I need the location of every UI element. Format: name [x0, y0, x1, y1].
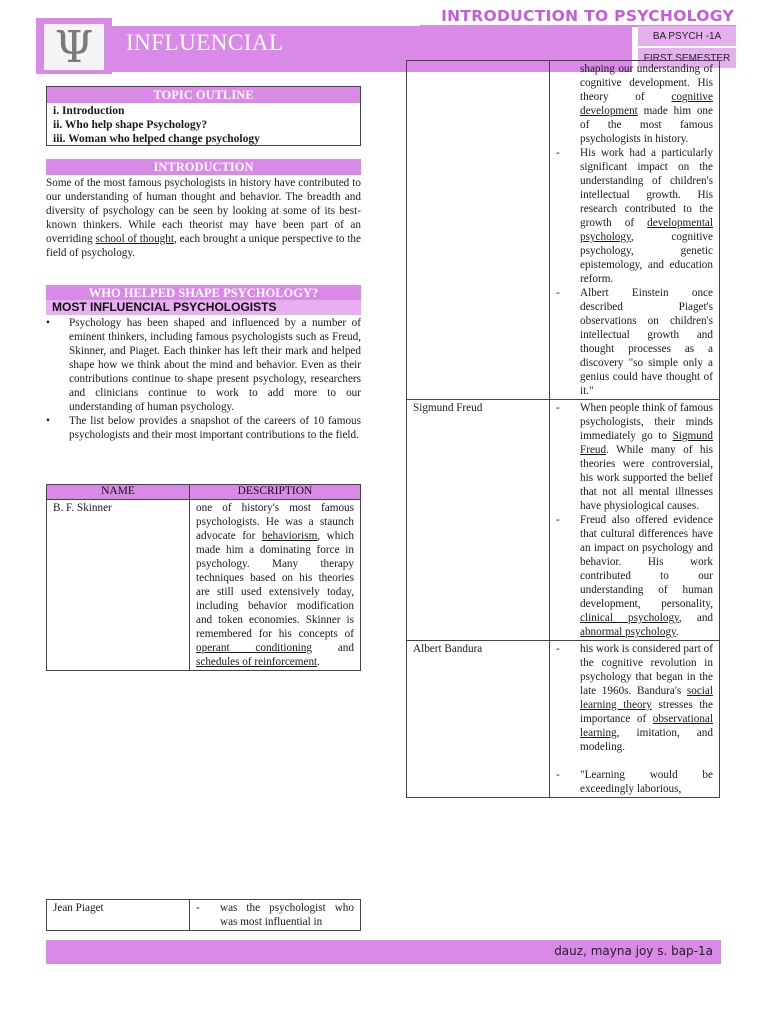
- desc-text: , which made him a dominating force in psychology. Many therapy techniques based on his theories are still used extensively today, including behavior modification and token economies. Skinner is remembered for his concepts of: [196, 530, 355, 640]
- who-helped-heading: WHO HELPED SHAPE PSYCHOLOGY?: [46, 285, 361, 301]
- clinical-psychology-link[interactable]: clinical psychology: [580, 612, 679, 624]
- school-of-thought-link[interactable]: school of thought: [95, 233, 174, 245]
- footer-band: [46, 940, 721, 964]
- section-tag: BA PSYCH -1A: [638, 26, 736, 46]
- dash-marker: -: [556, 402, 560, 414]
- psychologist-name: B. F. Skinner: [47, 500, 190, 671]
- author-label: dauz, mayna joy s. bap-1a: [554, 944, 713, 958]
- desc-text: "Learning would be exceedingly laborious,: [580, 769, 713, 795]
- description-item: [556, 146, 713, 286]
- desc-text: shaping our understanding of cognitive development. His theory of: [580, 63, 713, 103]
- introduction-heading: INTRODUCTION: [46, 159, 361, 175]
- desc-text: . While many of his theories were controversial, his work supported the belief that not all mental illnesses have physiological causes.: [580, 444, 713, 512]
- intro-text-part: , each brought a unique perspective to the field of psychology.: [46, 233, 361, 259]
- developmental-psychology-link[interactable]: developmental psychology: [580, 217, 713, 243]
- psychologist-name: Sigmund Freud: [407, 400, 550, 641]
- psychologist-description: [550, 641, 720, 798]
- desc-text: one of history's most famous psychologists. He was a staunch advocate for: [196, 502, 354, 542]
- bullet-icon: •: [46, 317, 50, 329]
- psychologist-description: [190, 900, 361, 931]
- desc-text: and: [311, 642, 354, 654]
- desc-text: .: [317, 656, 320, 668]
- psychologist-description: [190, 500, 361, 671]
- topic-outline-list: [47, 103, 360, 147]
- dash-marker: -: [196, 902, 200, 914]
- psychologist-description: [550, 61, 720, 400]
- desc-text: stresses the importance of: [580, 699, 713, 725]
- who-helped-bullets: [46, 316, 361, 442]
- dash-marker: -: [556, 643, 560, 655]
- dash-marker: -: [556, 147, 560, 159]
- desc-text: , cognitive psychology, genetic epistemology, and education reform.: [580, 231, 713, 285]
- bullet-item: [46, 414, 361, 442]
- dash-marker: -: [556, 769, 560, 781]
- document-title: INFLUENCIAL: [126, 30, 284, 55]
- topic-outline: [46, 86, 361, 146]
- description-column-header: DESCRIPTION: [190, 485, 361, 500]
- table-row: [407, 641, 720, 798]
- desc-text: , imitation, and modeling.: [580, 727, 713, 753]
- psychologist-description: [550, 400, 720, 641]
- logo: [36, 18, 112, 74]
- psychologist-name: Albert Bandura: [407, 641, 550, 798]
- description-item: [556, 513, 713, 639]
- table-header-row: [47, 485, 361, 500]
- psychologist-name: Jean Piaget: [47, 900, 190, 931]
- operant-conditioning-link[interactable]: operant conditioning: [196, 642, 312, 654]
- introduction-text: [46, 176, 361, 260]
- sigmund-freud-link[interactable]: Sigmund Freud: [580, 430, 713, 456]
- desc-text: His work had a particularly significant impact on the understanding of children's intellectual growth. His research contributed to the growth of: [580, 147, 713, 229]
- schedules-of-reinforcement-link[interactable]: schedules of reinforcement: [196, 656, 318, 668]
- bullet-text: The list below provides a snapshot of the careers of 10 famous psychologists and their most important contributions to the field.: [69, 415, 361, 441]
- description-item: [556, 642, 713, 754]
- psychologists-table: [46, 484, 361, 671]
- bullet-icon: •: [46, 415, 50, 427]
- description-item: [556, 768, 713, 796]
- outline-item: ii. Who help shape Psychology?: [53, 119, 208, 131]
- cognitive-development-link[interactable]: cognitive development: [580, 91, 713, 117]
- topic-outline-heading: TOPIC OUTLINE: [47, 87, 360, 103]
- bullet-item: [46, 316, 361, 414]
- observational-learning-link[interactable]: observational learning: [580, 713, 713, 739]
- semester-tag: FIRST SEMESTER: [638, 48, 736, 68]
- abnormal-psychology-link[interactable]: abnormal psychology: [580, 626, 676, 638]
- description-item: [556, 286, 713, 398]
- table-row: [47, 500, 361, 671]
- influential-subheading: MOST INFLUENCIAL PSYCHOLOGISTS: [46, 300, 361, 315]
- description-item: [196, 901, 354, 929]
- desc-text: .: [675, 626, 679, 638]
- table-row: [407, 400, 720, 641]
- bullet-text: Psychology has been shaped and influenced by a number of eminent thinkers, including famous psychologists such as Freud, Skinner, and Piaget. Each thinker has left their mark and helped shape how we think about the mind and behavior. Even as their contributions continue to shape present psychology, researchers and clinicians continue to work to add more to our understanding of human psychology.: [69, 317, 361, 413]
- course-title: INTRODUCTION TO PSYCHOLOGY: [441, 7, 734, 25]
- description-item: [556, 62, 713, 146]
- psychologists-table-right: [406, 60, 720, 798]
- psi-logo-icon: Ψ: [44, 24, 104, 70]
- desc-text: made him one of the most famous psychologists in history.: [580, 105, 713, 145]
- psychologist-name-empty: [407, 61, 550, 400]
- outline-item: iii. Woman who helped change psychology: [53, 133, 260, 145]
- table-row: [47, 900, 361, 931]
- spacer: [556, 754, 713, 768]
- description-item: [556, 401, 713, 513]
- desc-text: was the psychologist who was most influential in: [220, 902, 354, 928]
- desc-text: his work is considered part of the cognitive revolution in psychology that began in the late 1960s. Bandura's: [580, 643, 713, 697]
- social-learning-theory-link[interactable]: social learning theory: [580, 685, 713, 711]
- desc-text: Freud also offered evidence that cultural differences have an impact on psychology and behavior. His work contributed to our understanding of human development, personality,: [580, 514, 713, 610]
- table-row: [407, 61, 720, 400]
- desc-text: When people think of famous psychologists, their minds immediately go to: [580, 402, 713, 442]
- dash-marker: -: [556, 514, 560, 526]
- desc-text: Albert Einstein once described Piaget's observations on children's intellectual growth and thought processes as a discovery "so simple only a genius could have thought of it.": [580, 287, 713, 397]
- dash-marker: -: [556, 287, 560, 299]
- behaviorism-link[interactable]: behaviorism: [261, 530, 318, 542]
- desc-text: , and: [678, 612, 714, 624]
- name-column-header: NAME: [47, 485, 190, 500]
- outline-item: i. Introduction: [53, 105, 125, 117]
- psychologists-table-continued: [46, 899, 361, 931]
- intro-text-part: Some of the most famous psychologists in history have contributed to our understanding of human thought and behavior. The breadth and diversity of psychology can be seen by looking at some of its best-known thinkers. While each theorist may have been part of an overriding: [46, 177, 361, 245]
